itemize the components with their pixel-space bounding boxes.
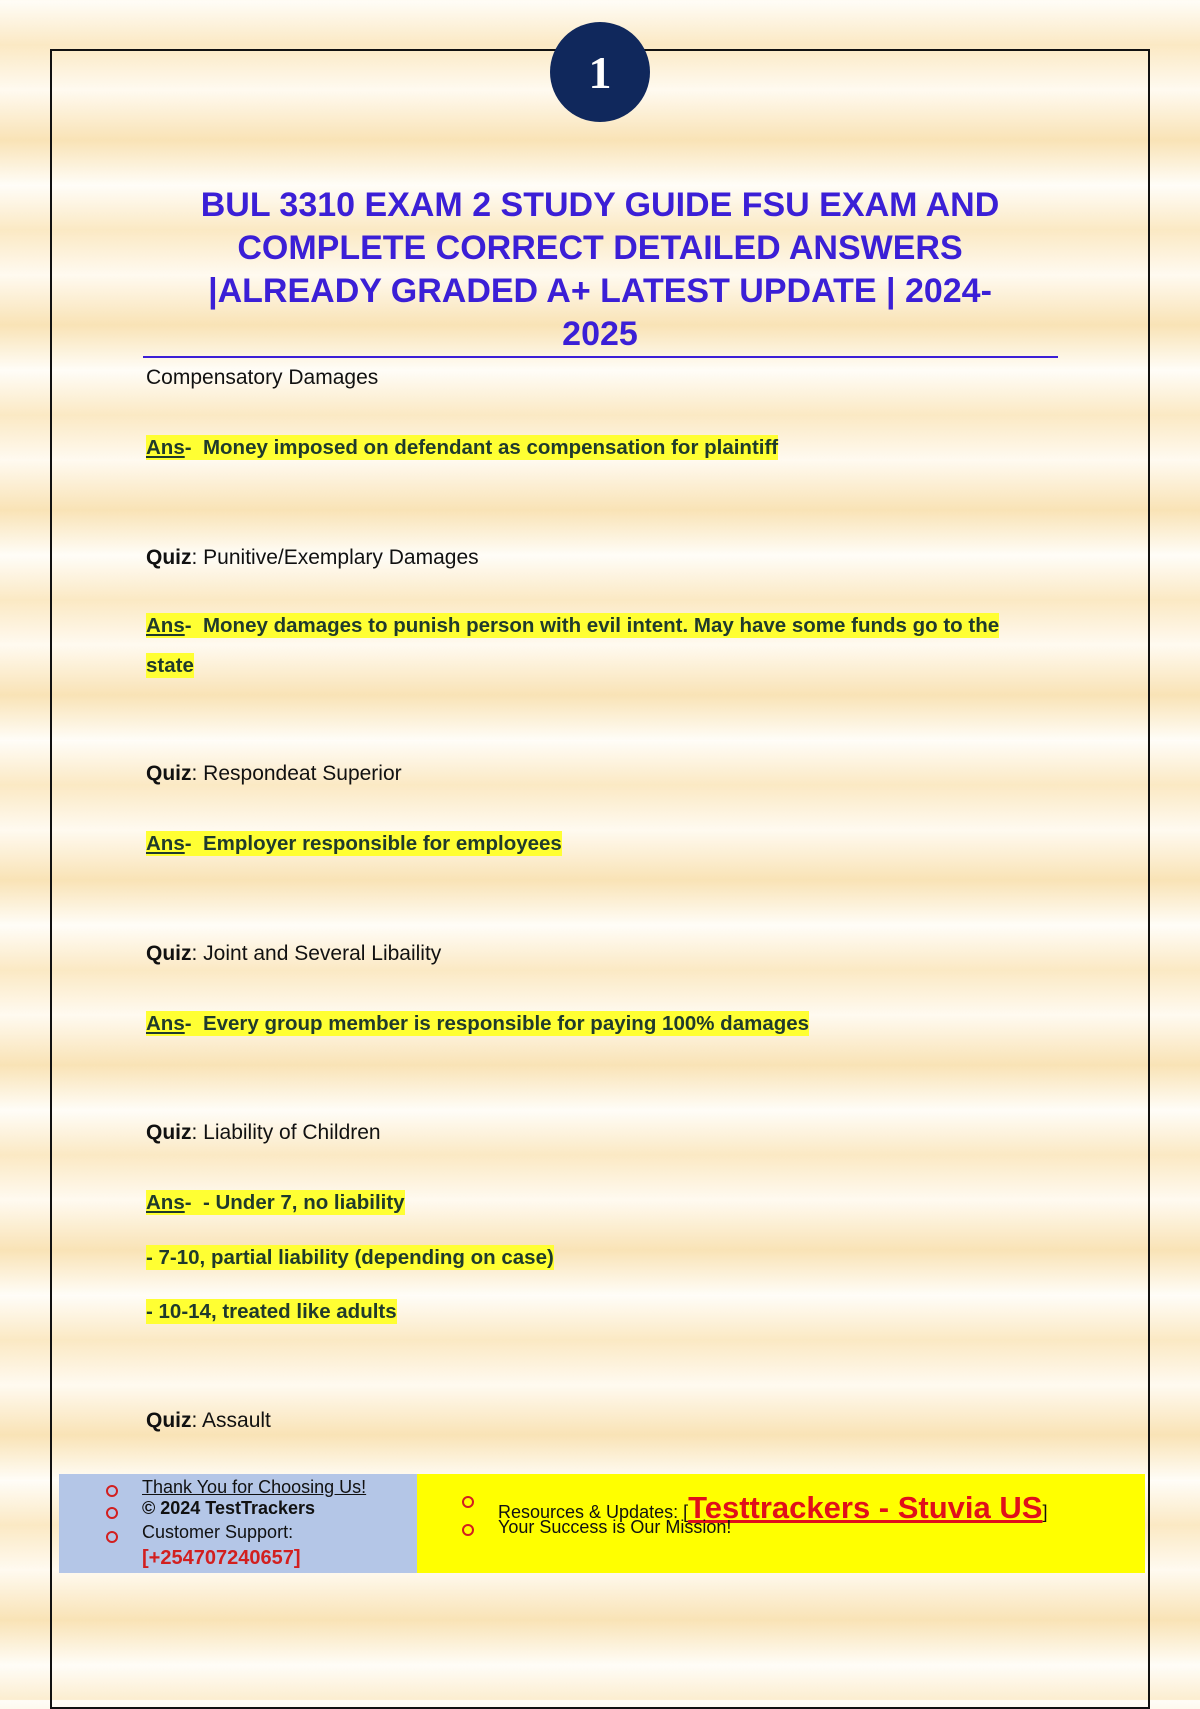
answer-2: Ans- Money damages to punish person with evil intent. May have some funds go to the (146, 614, 1000, 637)
ans-label: Ans (146, 1191, 185, 1214)
quiz-question: Joint and Several Libaility (203, 942, 442, 965)
title-line: 2025 (562, 315, 638, 353)
quiz-question: Liability of Children (203, 1121, 381, 1144)
quiz-3: Quiz: Respondeat Superior (146, 762, 402, 785)
quiz-question: Assault (202, 1409, 271, 1432)
answer-5: Ans- - Under 7, no liability (146, 1191, 405, 1214)
brand-link[interactable]: Testtrackers - Stuvia US (688, 1490, 1043, 1525)
quiz-label: Quiz (146, 762, 192, 785)
answer-text: Employer responsible for employees (202, 832, 562, 855)
bullet-icon (106, 1485, 118, 1497)
quiz-label: Quiz (146, 942, 192, 965)
footer-banner (59, 1474, 1145, 1573)
resources-close: ] (1042, 1502, 1048, 1522)
support-label: Customer Support: (142, 1522, 294, 1542)
bullet-icon (106, 1507, 118, 1519)
ans-label: Ans (146, 614, 185, 637)
support-phone[interactable]: [+254707240657] (142, 1547, 301, 1569)
answer-5-line-3 (146, 1300, 397, 1324)
answer-text: - 10-14, treated like adults (146, 1300, 397, 1323)
quiz-6: Quiz: Assault (146, 1409, 271, 1432)
title-line: BUL 3310 EXAM 2 STUDY GUIDE FSU EXAM AND (200, 186, 1000, 224)
answer-text: Money imposed on defendant as compensation for plaintiff (202, 436, 779, 459)
answer-3: Ans- Employer responsible for employees (146, 832, 562, 855)
resources-label: Resources & Updates: [ (498, 1502, 689, 1522)
title-line: COMPLETE CORRECT DETAILED ANSWERS (237, 229, 963, 267)
footer-left-panel (59, 1474, 417, 1573)
ans-label: Ans (146, 436, 185, 459)
answer-text: Money damages to punish person with evil intent. May have some funds go to the (202, 614, 1000, 637)
bullet-icon (462, 1496, 474, 1508)
copyright-text: © 2024 TestTrackers (142, 1498, 316, 1518)
quiz-4: Quiz: Joint and Several Libaility (146, 942, 442, 965)
quiz-label: Quiz (146, 546, 192, 569)
answer-text: - 7-10, partial liability (depending on case) (146, 1246, 554, 1269)
answer-text: Every group member is responsible for paying 100% damages (202, 1012, 810, 1035)
quiz-2: Quiz: Punitive/Exemplary Damages (146, 546, 479, 569)
footer-right-panel (417, 1474, 1145, 1573)
bullet-icon (462, 1524, 474, 1536)
term-compensatory: Compensatory Damages (146, 366, 379, 389)
quiz-question: Respondeat Superior (203, 762, 402, 785)
bullet-icon (106, 1531, 118, 1543)
ans-label: Ans (146, 832, 185, 855)
title-divider (143, 356, 1058, 358)
thanks-link[interactable]: Thank You for Choosing Us! (142, 1477, 367, 1497)
page-number-badge: 1 (550, 22, 650, 122)
answer-text: state (146, 654, 194, 677)
quiz-question: Punitive/Exemplary Damages (203, 546, 479, 569)
quiz-label: Quiz (146, 1121, 192, 1144)
ans-label: Ans (146, 1012, 185, 1035)
quiz-5: Quiz: Liability of Children (146, 1121, 381, 1144)
answer-5-line-2 (146, 1246, 554, 1270)
answer-1: Ans- Money imposed on defendant as compensation for plaintiff (146, 436, 779, 459)
title-line: |ALREADY GRADED A+ LATEST UPDATE | 2024- (208, 272, 992, 310)
quiz-label: Quiz (146, 1409, 192, 1432)
mission-text: Your Success is Our Mission! (498, 1517, 732, 1537)
answer-4: Ans- Every group member is responsible for paying 100% damages (146, 1012, 810, 1035)
answer-text: - Under 7, no liability (202, 1191, 405, 1214)
answer-2-cont (146, 654, 194, 678)
document-title (140, 184, 1060, 356)
